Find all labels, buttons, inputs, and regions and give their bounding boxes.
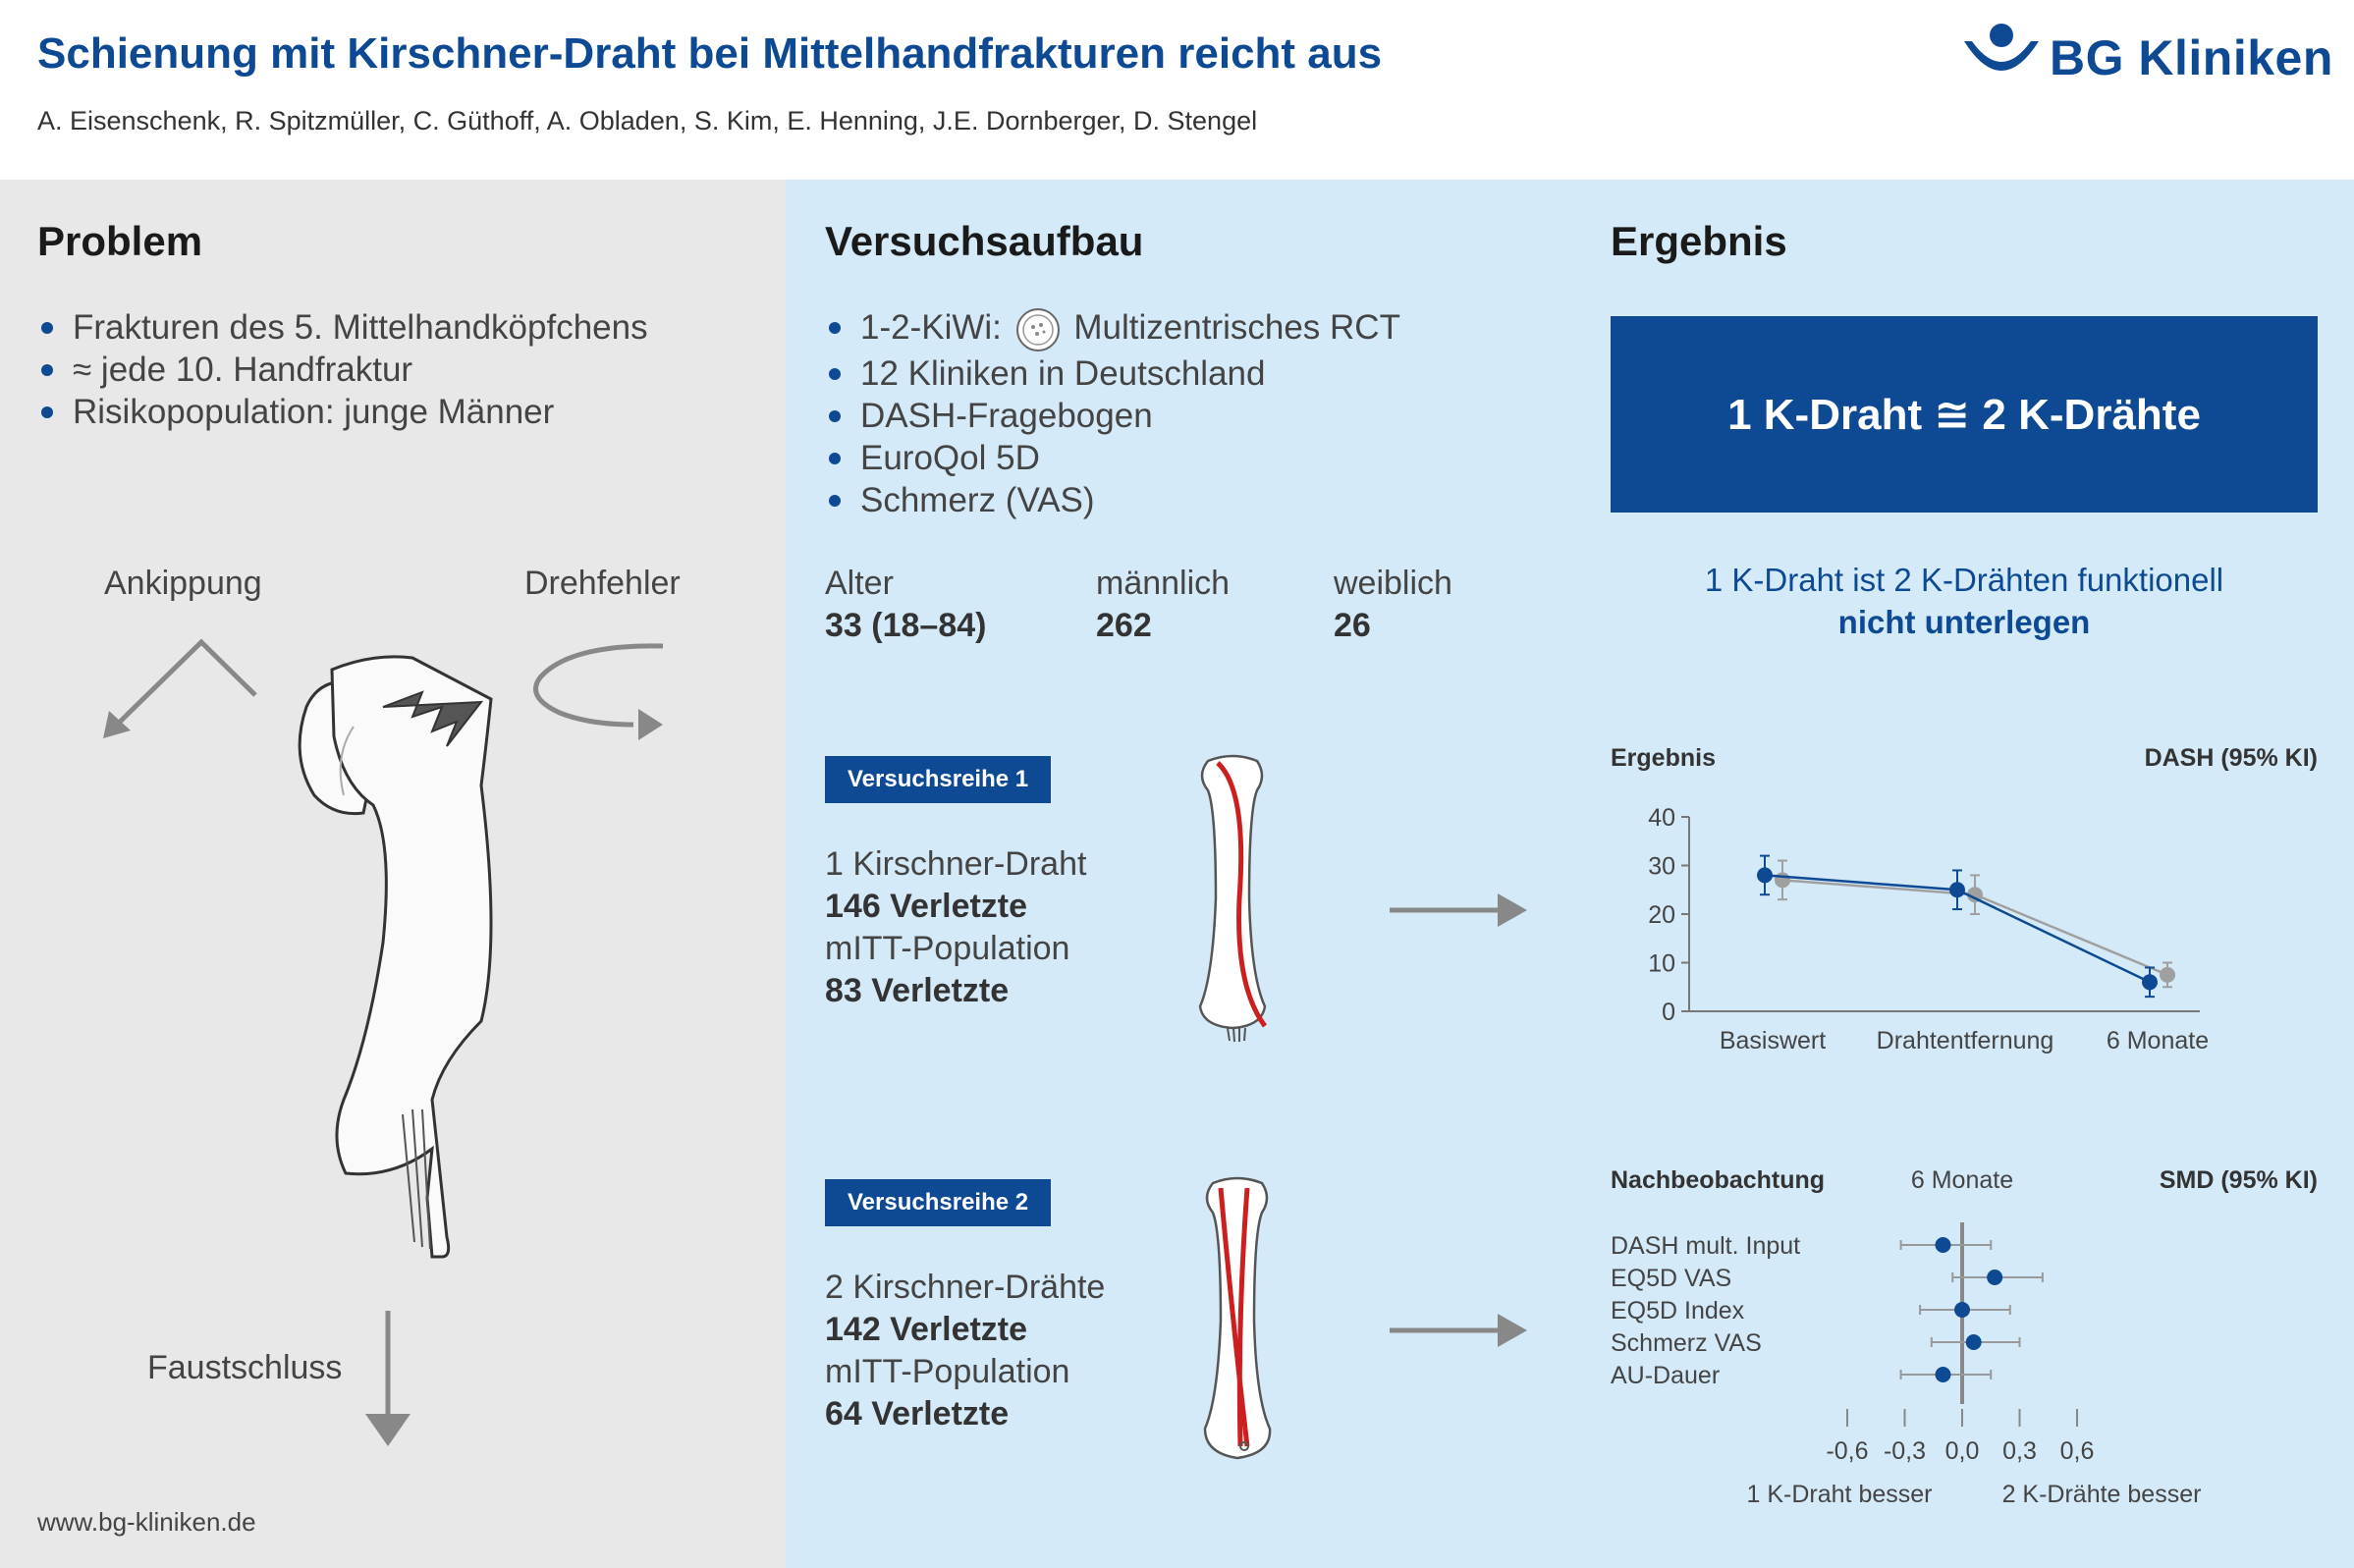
result-box: 1 K-Draht ≅ 2 K-Drähte	[1611, 316, 2318, 513]
list-item: Schmerz (VAS)	[825, 479, 1400, 521]
data-point	[1966, 1334, 1982, 1350]
data-point	[1775, 872, 1790, 888]
bullet-suffix: Multizentrisches RCT	[1073, 308, 1400, 347]
page-title: Schienung mit Kirschner-Draht bei Mittelhandfrakturen reicht aus	[37, 29, 1383, 78]
reihe2-text	[825, 1267, 1105, 1435]
label-faustschluss: Faustschluss	[147, 1349, 343, 1386]
problem-heading: Problem	[37, 218, 203, 264]
authors: A. Eisenschenk, R. Spitzmüller, C. Güthoff, A. Obladen, S. Kim, E. Henning, J.E. Dornberger, D. Stengel	[37, 106, 1258, 135]
x-tick-label: -0,3	[1883, 1437, 1927, 1465]
reihe2-line1: 2 Kirschner-Drähte	[825, 1269, 1106, 1306]
list-item: DASH-Fragebogen	[825, 395, 1400, 437]
metacarpal-bone-illustration	[285, 648, 511, 1355]
ankippung-arrow-icon	[93, 628, 270, 746]
list-item	[825, 306, 1400, 352]
setup-heading: Versuchsaufbau	[825, 218, 1144, 264]
label-ankippung: Ankippung	[104, 565, 262, 602]
data-point	[1949, 882, 1965, 897]
x-tick-label: Basiswert	[1719, 1027, 1827, 1054]
y-tick-label: 30	[1648, 852, 1675, 881]
reihe1-line3: mITT-Population	[825, 930, 1070, 967]
x-tick-label: 6 Monate	[2106, 1027, 2210, 1054]
bullet-prefix: 1-2-KiWi:	[860, 308, 1002, 347]
reihe2-line3: mITT-Population	[825, 1353, 1070, 1390]
problem-bullets	[37, 306, 648, 433]
list-item: 12 Kliniken in Deutschland	[825, 352, 1400, 395]
rotation-arrow-icon	[530, 638, 668, 756]
x-tick-label: Drahtentfernung	[1876, 1027, 2054, 1054]
result-statement-bold: nicht unterlegen	[1837, 604, 2091, 640]
tag-versuchsreihe-1: Versuchsreihe 1	[825, 756, 1051, 803]
bone-two-wires-icon	[1193, 1173, 1282, 1468]
row-label: Schmerz VAS	[1611, 1329, 1762, 1357]
logo-text: BG Kliniken	[2050, 30, 2333, 85]
label-drehfehler: Drehfehler	[524, 565, 681, 602]
result-statement: 1 K-Draht ist 2 K-Drähten funktionell	[1704, 562, 2224, 598]
y-tick-label: 20	[1648, 901, 1675, 929]
y-tick-label: 10	[1648, 949, 1675, 978]
data-point	[1936, 1237, 1951, 1253]
data-point	[2160, 967, 2175, 983]
x-tick-label: 0,6	[2059, 1437, 2095, 1465]
data-point	[1954, 1302, 1970, 1318]
arrow-right-icon	[1385, 1306, 1532, 1355]
list-item: Risikopopulation: junge Männer	[37, 391, 648, 433]
website-link[interactable]: www.bg-kliniken.de	[37, 1507, 256, 1537]
setup-bullets	[825, 306, 1400, 521]
list-item: EuroQol 5D	[825, 437, 1400, 479]
data-point	[1987, 1270, 2002, 1285]
chart1-title: Ergebnis	[1611, 744, 1716, 772]
chart2-subtitle: SMD (95% KI)	[2159, 1166, 2318, 1194]
list-item: ≈ jede 10. Handfraktur	[37, 349, 648, 391]
x-tick-label: 0,0	[1944, 1437, 1980, 1465]
reihe1-line4: 83 Verletzte	[825, 972, 1010, 1009]
y-tick-label: 40	[1648, 804, 1675, 832]
row-label: EQ5D Index	[1611, 1297, 1745, 1325]
reihe1-text	[825, 843, 1086, 1012]
reihe1-line1: 1 Kirschner-Draht	[825, 845, 1087, 883]
row-label: DASH mult. Input	[1611, 1232, 1801, 1260]
reihe1-line2: 146 Verletzte	[825, 888, 1028, 925]
stat-label-age: Alter	[825, 565, 894, 602]
stat-label-female: weiblich	[1334, 565, 1452, 602]
petri-dish-icon	[1015, 307, 1061, 352]
dash-line-chart	[1611, 795, 2318, 1060]
x-tick-label: 0,3	[2002, 1437, 2037, 1465]
result-heading: Ergebnis	[1611, 218, 1787, 264]
chart2-subtitle-center: 6 Monate	[1910, 1166, 2014, 1194]
chart1-subtitle: DASH (95% KI)	[2144, 744, 2318, 772]
reihe2-line2: 142 Verletzte	[825, 1311, 1028, 1348]
arrow-right-icon	[1385, 886, 1532, 935]
left-direction-label: 1 K-Draht besser	[1746, 1481, 1933, 1508]
stat-value-male: 262	[1096, 607, 1152, 644]
x-tick-label: -0,6	[1826, 1437, 1869, 1465]
chart2-title: Nachbeobachtung	[1611, 1166, 1826, 1194]
stat-value-age: 33 (18–84)	[825, 607, 987, 644]
data-point	[1757, 867, 1773, 883]
y-tick-label: 0	[1662, 999, 1675, 1026]
reihe2-line4: 64 Verletzte	[825, 1395, 1010, 1433]
smd-forest-plot	[1611, 1213, 2318, 1517]
tag-versuchsreihe-2: Versuchsreihe 2	[825, 1179, 1051, 1226]
row-label: EQ5D VAS	[1611, 1265, 1732, 1292]
right-direction-label: 2 K-Drähte besser	[2001, 1481, 2202, 1508]
bone-one-wire-icon	[1188, 751, 1277, 1046]
stat-value-female: 26	[1334, 607, 1371, 644]
row-label: AU-Dauer	[1611, 1362, 1721, 1389]
list-item: Frakturen des 5. Mittelhandköpfchens	[37, 306, 648, 349]
data-point	[2142, 974, 2158, 990]
stat-label-male: männlich	[1096, 565, 1231, 602]
data-point	[1936, 1367, 1951, 1382]
